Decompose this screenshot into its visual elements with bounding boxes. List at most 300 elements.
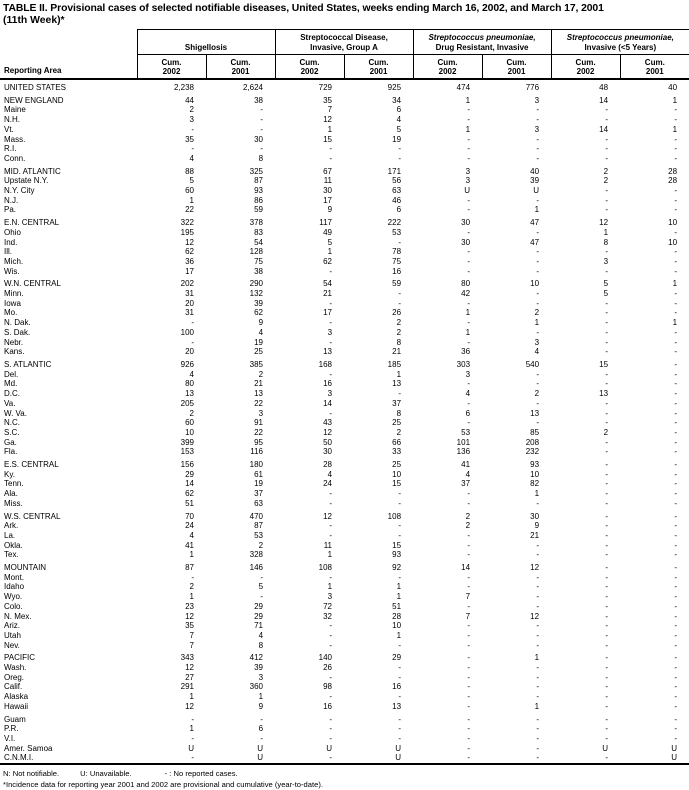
value-cell: - [674, 572, 678, 582]
value-cell: - [467, 205, 471, 215]
table-row [0, 724, 689, 734]
value-cell: U [257, 743, 264, 753]
value-cell: - [674, 195, 678, 205]
reporting-area-cell: Amer. Samoa [4, 743, 53, 753]
value-cell: - [605, 563, 609, 573]
value-cell: - [467, 266, 471, 276]
value-cell: 140 [318, 653, 333, 663]
reporting-area-cell: Nev. [4, 640, 20, 650]
value-cell: - [674, 701, 678, 711]
reporting-area-cell: La. [4, 530, 16, 540]
value-cell: - [329, 672, 333, 682]
value-cell: - [674, 437, 678, 447]
value-cell: - [536, 550, 540, 560]
value-cell: - [398, 521, 402, 531]
value-cell: - [674, 460, 678, 470]
value-cell: - [605, 418, 609, 428]
value-cell: 22 [254, 427, 264, 437]
value-cell: - [536, 672, 540, 682]
table-row [0, 154, 689, 164]
reporting-area-cell: Iowa [4, 298, 21, 308]
value-cell: - [536, 298, 540, 308]
value-cell: - [674, 308, 678, 318]
value-cell: 9 [327, 205, 333, 215]
value-cell: 1 [465, 327, 471, 337]
value-cell: 56 [392, 176, 402, 186]
value-cell: 322 [180, 218, 194, 228]
value-cell: 9 [258, 318, 264, 328]
value-cell: - [605, 460, 609, 470]
value-cell: - [605, 369, 609, 379]
value-cell: 88 [185, 166, 194, 176]
value-cell: 29 [254, 611, 264, 621]
value-cell: - [536, 734, 540, 743]
reporting-area-cell: Utah [4, 630, 21, 640]
value-cell: 378 [249, 218, 264, 228]
value-cell: 12 [185, 701, 194, 711]
value-cell: 63 [392, 186, 402, 196]
value-cell: 7 [465, 611, 471, 621]
value-cell: - [674, 289, 678, 299]
reporting-area-cell: C.N.M.I. [4, 753, 34, 763]
value-cell: 385 [249, 359, 264, 369]
value-cell: - [536, 369, 540, 379]
value-cell: 19 [392, 134, 402, 144]
value-cell: - [536, 418, 540, 428]
value-cell: 7 [327, 105, 333, 115]
value-cell: - [605, 186, 609, 196]
value-cell: - [329, 530, 333, 540]
value-cell: 95 [254, 437, 264, 447]
value-cell: - [674, 408, 678, 418]
value-cell: 62 [185, 247, 194, 257]
value-cell: - [191, 337, 194, 347]
value-cell: - [605, 601, 609, 611]
value-cell: - [398, 289, 402, 299]
value-cell: 1 [465, 95, 471, 105]
value-cell: - [467, 601, 471, 611]
value-cell: 1 [534, 489, 540, 499]
reporting-area-header: Reporting Area [0, 30, 137, 80]
value-cell: 19 [254, 337, 264, 347]
table-row [0, 205, 689, 215]
table-title: TABLE II. Provisional cases of selected notifiable diseases, United States, weeks ending March 16, 2002, and March 17, 2001 [3, 3, 604, 14]
value-cell: 291 [180, 682, 194, 692]
value-cell: 10 [530, 469, 540, 479]
value-cell: - [260, 115, 264, 125]
value-cell: - [674, 398, 678, 408]
value-cell: 23 [185, 601, 194, 611]
value-cell: - [536, 266, 540, 276]
column-group-row [0, 30, 689, 55]
value-cell: 10 [185, 427, 194, 437]
value-cell: - [536, 572, 540, 582]
value-cell: - [329, 498, 333, 508]
value-cell: 2 [534, 389, 540, 399]
value-cell: - [605, 327, 609, 337]
table-row [0, 753, 689, 764]
reporting-area-cell: Colo. [4, 601, 23, 611]
value-cell: 136 [456, 447, 471, 457]
value-cell: - [605, 408, 609, 418]
value-cell: 87 [254, 176, 264, 186]
value-cell: 6 [465, 408, 471, 418]
value-cell: 37 [392, 398, 402, 408]
value-cell: 30 [323, 447, 333, 457]
value-cell: - [674, 530, 678, 540]
value-cell: 14 [185, 479, 194, 489]
value-cell: 128 [249, 247, 264, 257]
value-cell: - [467, 724, 471, 734]
value-cell: - [398, 389, 402, 399]
value-cell: - [536, 195, 540, 205]
value-cell: 14 [461, 563, 471, 573]
value-cell: 12 [323, 427, 333, 437]
table-row [0, 360, 689, 370]
value-cell: - [467, 743, 471, 753]
value-cell: 108 [387, 511, 402, 521]
table-row [0, 228, 689, 238]
table-row [0, 521, 689, 531]
value-cell: 3 [603, 256, 609, 266]
table-row [0, 79, 689, 93]
value-cell: 2 [465, 521, 471, 531]
value-cell: - [467, 630, 471, 640]
value-cell: - [536, 601, 540, 611]
value-cell: 3 [327, 389, 333, 399]
value-cell: 10 [668, 218, 678, 228]
value-cell: - [467, 572, 471, 582]
value-cell: - [398, 237, 402, 247]
table-row [0, 247, 689, 257]
value-cell: - [398, 489, 402, 499]
value-cell: 44 [185, 95, 194, 105]
value-cell: U [602, 743, 609, 753]
footnote-no-reported-cases: - : No reported cases. [164, 769, 238, 779]
value-cell: - [329, 640, 333, 650]
value-cell: - [467, 621, 471, 631]
value-cell: - [260, 592, 264, 602]
value-cell: 21 [323, 289, 333, 299]
value-cell: 47 [530, 218, 540, 228]
value-cell: 14 [599, 95, 609, 105]
value-cell: 19 [254, 479, 264, 489]
value-cell: 30 [461, 218, 471, 228]
reporting-area-cell: Calif. [4, 682, 23, 692]
reporting-area-cell: Upstate N.Y. [4, 176, 49, 186]
value-cell: - [191, 714, 194, 724]
value-cell: 28 [668, 166, 678, 176]
value-cell: 75 [254, 256, 264, 266]
value-cell: - [329, 724, 333, 734]
table-row [0, 338, 689, 348]
table-row [0, 563, 689, 573]
value-cell: - [329, 714, 333, 724]
value-cell: - [467, 134, 471, 144]
value-cell: - [467, 682, 471, 692]
reporting-area-cell: E.N. CENTRAL [4, 218, 60, 228]
value-cell: - [605, 205, 609, 215]
table-row [0, 673, 689, 683]
value-cell: - [467, 115, 471, 125]
value-cell: - [398, 672, 402, 682]
value-cell: 38 [254, 95, 264, 105]
value-cell: - [467, 489, 471, 499]
value-cell: 92 [392, 563, 402, 573]
value-cell: - [674, 359, 678, 369]
table-row [0, 257, 689, 267]
value-cell: U [395, 743, 402, 753]
value-cell: - [674, 540, 678, 550]
value-cell: - [674, 447, 678, 457]
value-cell: 3 [465, 369, 471, 379]
value-cell: 53 [392, 227, 402, 237]
value-cell: 5 [603, 289, 609, 299]
reporting-area-cell: Ind. [4, 237, 18, 247]
value-cell: 2 [189, 582, 194, 592]
value-cell: 1 [396, 369, 402, 379]
value-cell: 470 [249, 511, 264, 521]
value-cell: - [536, 724, 540, 734]
value-cell: U [326, 743, 333, 753]
value-cell: - [467, 701, 471, 711]
value-cell: - [674, 601, 678, 611]
reporting-area-cell: Tenn. [4, 479, 24, 489]
value-cell: - [398, 692, 402, 702]
reporting-area-cell: V.I. [4, 734, 16, 743]
value-cell: - [605, 714, 609, 724]
value-cell: 28 [668, 176, 678, 186]
value-cell: - [605, 640, 609, 650]
table-row [0, 715, 689, 725]
reporting-area-cell: Kans. [4, 347, 25, 357]
value-cell: 62 [185, 489, 194, 499]
table-row [0, 470, 689, 480]
value-cell: 66 [392, 437, 402, 447]
value-cell: - [605, 663, 609, 673]
reporting-area-cell: W.S. CENTRAL [4, 511, 61, 521]
value-cell: 60 [185, 186, 194, 196]
value-cell: 53 [254, 530, 264, 540]
value-cell: 328 [249, 550, 264, 560]
value-cell: - [260, 144, 264, 154]
column-header-cum-2002: Cum. 2002 [137, 55, 206, 80]
value-cell: 31 [185, 289, 194, 299]
value-cell: - [536, 582, 540, 592]
column-header-cum-2001: Cum. 2001 [206, 55, 275, 80]
reporting-area-cell: Okla. [4, 540, 23, 550]
value-cell: - [260, 714, 264, 724]
value-cell: - [674, 298, 678, 308]
value-cell: 12 [599, 218, 609, 228]
value-cell: - [674, 734, 678, 743]
value-cell: - [674, 266, 678, 276]
value-cell: 3 [534, 337, 540, 347]
value-cell: - [674, 337, 678, 347]
value-cell: - [191, 753, 194, 763]
value-cell: 1 [534, 653, 540, 663]
table-row [0, 512, 689, 522]
reporting-area-cell: Mich. [4, 256, 24, 266]
group-label-line1: Streptococcus pneumoniae, [566, 33, 674, 42]
value-cell: 41 [461, 460, 471, 470]
value-cell: 42 [461, 289, 471, 299]
value-cell: 30 [461, 237, 471, 247]
value-cell: 168 [318, 359, 333, 369]
table-row [0, 531, 689, 541]
value-cell: - [398, 153, 402, 163]
table-row [0, 370, 689, 380]
value-cell: 50 [323, 437, 333, 447]
table-row [0, 135, 689, 145]
value-cell: 47 [530, 237, 540, 247]
reporting-area-cell: Vt. [4, 124, 14, 134]
table-row [0, 447, 689, 457]
value-cell: 7 [465, 592, 471, 602]
value-cell: - [467, 195, 471, 205]
value-cell: U [464, 186, 471, 196]
value-cell: - [536, 153, 540, 163]
value-cell: 208 [525, 437, 540, 447]
value-cell: 59 [254, 205, 264, 215]
value-cell: - [329, 692, 333, 702]
value-cell: - [467, 298, 471, 308]
value-cell: - [536, 289, 540, 299]
column-group-strep-invasive-a [275, 30, 413, 55]
value-cell: 16 [323, 379, 333, 389]
value-cell: - [467, 734, 471, 743]
value-cell: - [605, 530, 609, 540]
value-cell: - [398, 498, 402, 508]
value-cell: - [605, 701, 609, 711]
value-cell: 36 [185, 256, 194, 266]
reporting-area-cell: Maine [4, 105, 26, 115]
value-cell: 26 [392, 308, 402, 318]
value-cell: 1 [327, 124, 333, 134]
value-cell: 34 [392, 95, 402, 105]
value-cell: 3 [534, 95, 540, 105]
value-cell: - [674, 692, 678, 702]
value-cell: 4 [258, 327, 264, 337]
value-cell: - [674, 418, 678, 428]
value-cell: 32 [323, 611, 333, 621]
value-cell: - [536, 663, 540, 673]
value-cell: 5 [327, 237, 333, 247]
value-cell: 22 [185, 205, 194, 215]
value-cell: 21 [392, 347, 402, 357]
value-cell: 91 [254, 418, 264, 428]
value-cell: 13 [599, 389, 609, 399]
value-cell: - [398, 144, 402, 154]
value-cell: - [536, 682, 540, 692]
value-cell: 303 [456, 359, 471, 369]
value-cell: 15 [392, 479, 402, 489]
value-cell: 41 [185, 540, 194, 550]
value-cell: - [605, 550, 609, 560]
value-cell: - [467, 153, 471, 163]
value-cell: - [467, 398, 471, 408]
value-cell: 1 [465, 124, 471, 134]
value-cell: - [191, 318, 194, 328]
value-cell: - [398, 298, 402, 308]
value-cell: - [605, 347, 609, 357]
value-cell: - [605, 115, 609, 125]
value-cell: - [605, 621, 609, 631]
value-cell: 540 [525, 359, 540, 369]
table-row [0, 299, 689, 309]
value-cell: - [605, 540, 609, 550]
value-cell: 4 [189, 153, 194, 163]
reporting-area-cell: Ala. [4, 489, 18, 499]
group-label-line2: Shigellosis [184, 42, 228, 52]
reporting-area-cell: Tex. [4, 550, 19, 560]
column-header-cum-2001: Cum. 2001 [620, 55, 689, 80]
value-cell: 2 [465, 511, 471, 521]
value-cell: 2 [603, 166, 609, 176]
table-row [0, 682, 689, 692]
value-cell: 51 [392, 601, 402, 611]
value-cell: 8 [396, 337, 402, 347]
value-cell: 37 [254, 489, 264, 499]
value-cell: 30 [254, 134, 264, 144]
value-cell: 2 [396, 327, 402, 337]
value-cell: - [329, 572, 333, 582]
value-cell: - [536, 714, 540, 724]
value-cell: - [398, 640, 402, 650]
value-cell: 2 [189, 408, 194, 418]
value-cell: - [329, 621, 333, 631]
value-cell: 1 [396, 582, 402, 592]
value-cell: - [467, 227, 471, 237]
value-cell: 776 [525, 83, 540, 92]
value-cell: 325 [249, 166, 264, 176]
table-row [0, 289, 689, 299]
value-cell: - [536, 247, 540, 257]
value-cell: 1 [189, 550, 194, 560]
reporting-area-cell: W. Va. [4, 408, 27, 418]
table-row [0, 389, 689, 399]
value-cell: - [605, 498, 609, 508]
value-cell: 195 [180, 227, 194, 237]
value-cell: 29 [392, 653, 402, 663]
value-cell: 13 [392, 379, 402, 389]
value-cell: 13 [392, 701, 402, 711]
value-cell: 24 [185, 521, 194, 531]
value-cell: - [674, 479, 678, 489]
value-cell: 15 [599, 359, 609, 369]
table-row [0, 115, 689, 125]
table-row [0, 328, 689, 338]
value-cell: 78 [392, 247, 402, 257]
reporting-area-cell: Miss. [4, 498, 23, 508]
value-cell: - [191, 572, 194, 582]
value-cell: 12 [185, 663, 194, 673]
table-row [0, 489, 689, 499]
value-cell: 1 [189, 592, 194, 602]
value-cell: - [674, 205, 678, 215]
value-cell: 29 [254, 601, 264, 611]
table-row [0, 612, 689, 622]
value-cell: 399 [180, 437, 194, 447]
reporting-area-cell: Mo. [4, 308, 18, 318]
value-cell: 108 [318, 563, 333, 573]
table-row [0, 144, 689, 154]
value-cell: - [536, 498, 540, 508]
value-cell: - [674, 327, 678, 337]
reporting-area-cell: Mont. [4, 572, 25, 582]
value-cell: - [536, 540, 540, 550]
value-cell: 75 [392, 256, 402, 266]
